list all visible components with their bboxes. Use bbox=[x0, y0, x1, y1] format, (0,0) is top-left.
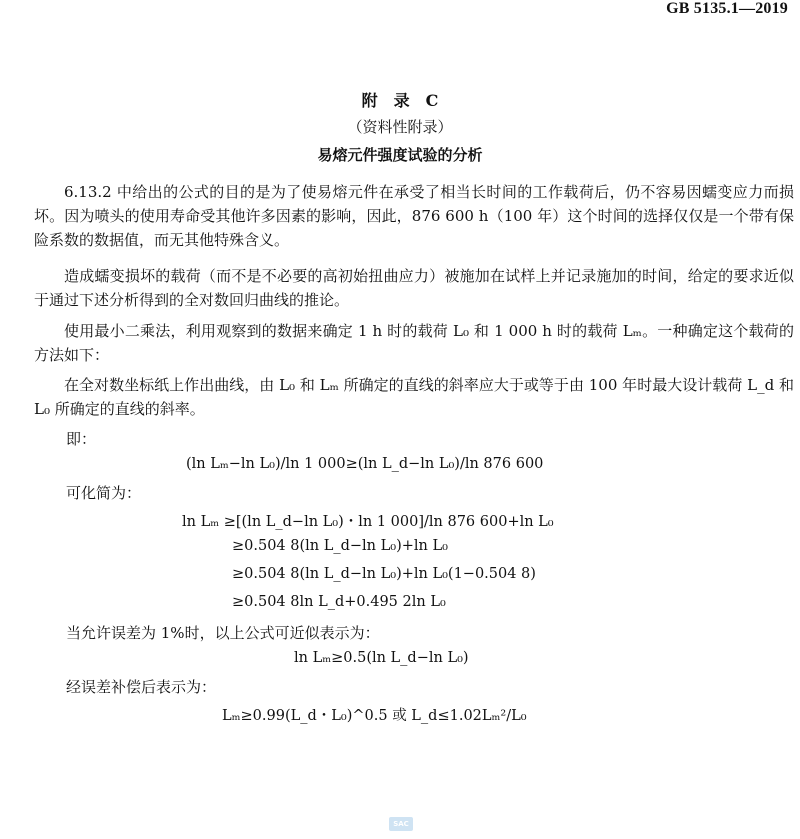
appendix-word-2: 录 bbox=[393, 91, 410, 110]
paragraph-purpose: 6.13.2 中给出的公式的目的是为了使易熔元件在承受了相当长时间的工作载荷后，仍不容易因蠕变应力而损坏。因为喷头的使用寿命受其他许多因素的影响，因此，876 600 h（100 年）这个时间的选择仅仅是一个带有保险系数的数据值，而无其他特殊含义。 bbox=[34, 183, 794, 249]
equation-7: Lₘ≥0.99(L_d・L₀)^0.5 或 L_d≤1.02Lₘ²/L₀ bbox=[222, 708, 527, 724]
paragraph-creep-load: 造成蠕变损坏的载荷（而不是不必要的高初始扭曲应力）被施加在试样上并记录施加的时间，给定的要求近似于通过下述分析得到的全对数回归曲线的推论。 bbox=[34, 267, 794, 309]
sac-watermark-logo: SAC bbox=[389, 817, 413, 831]
paragraph-least-squares: 使用最小二乘法，利用观察到的数据来确定 1 h 时的载荷 L₀ 和 1 000 h 时的载荷 Lₘ。一种确定这个载荷的方法如下： bbox=[34, 322, 794, 364]
label-that-is: 即： bbox=[66, 430, 97, 448]
standard-number: GB 5135.1—2019 bbox=[666, 0, 788, 17]
appendix-letter: C bbox=[425, 91, 439, 110]
paragraph-log-plot: 在全对数坐标纸上作出曲线，由 L₀ 和 Lₘ 所确定的直线的斜率应大于或等于由 100 年时最大设计载荷 L_d 和 L₀ 所确定的直线的斜率。 bbox=[34, 376, 794, 418]
equation-5: ≥0.504 8ln L_d+0.495 2ln L₀ bbox=[232, 594, 446, 610]
label-compensated: 经误差补偿后表示为： bbox=[66, 678, 217, 696]
label-tolerance: 当允许误差为 1%时，以上公式可近似表示为： bbox=[66, 624, 380, 642]
appendix-name: 易熔元件强度试验的分析 bbox=[317, 146, 483, 164]
equation-2: ln Lₘ ≥[(ln L_d−ln L₀)・ln 1 000]/ln 876 600+ln L₀ bbox=[182, 514, 554, 530]
label-simplified: 可化简为： bbox=[66, 484, 142, 502]
appendix-word: 附 bbox=[361, 91, 378, 110]
equation-3: ≥0.504 8(ln L_d−ln L₀)+ln L₀ bbox=[232, 538, 448, 554]
appendix-title bbox=[0, 88, 800, 111]
equation-1: (ln Lₘ−ln L₀)/ln 1 000≥(ln L_d−ln L₀)/ln 876 600 bbox=[186, 456, 544, 472]
equation-6: ln Lₘ≥0.5(ln L_d−ln L₀) bbox=[294, 650, 469, 666]
appendix-nature: （资料性附录） bbox=[347, 118, 453, 136]
equation-4: ≥0.504 8(ln L_d−ln L₀)+ln L₀(1−0.504 8) bbox=[232, 566, 536, 582]
